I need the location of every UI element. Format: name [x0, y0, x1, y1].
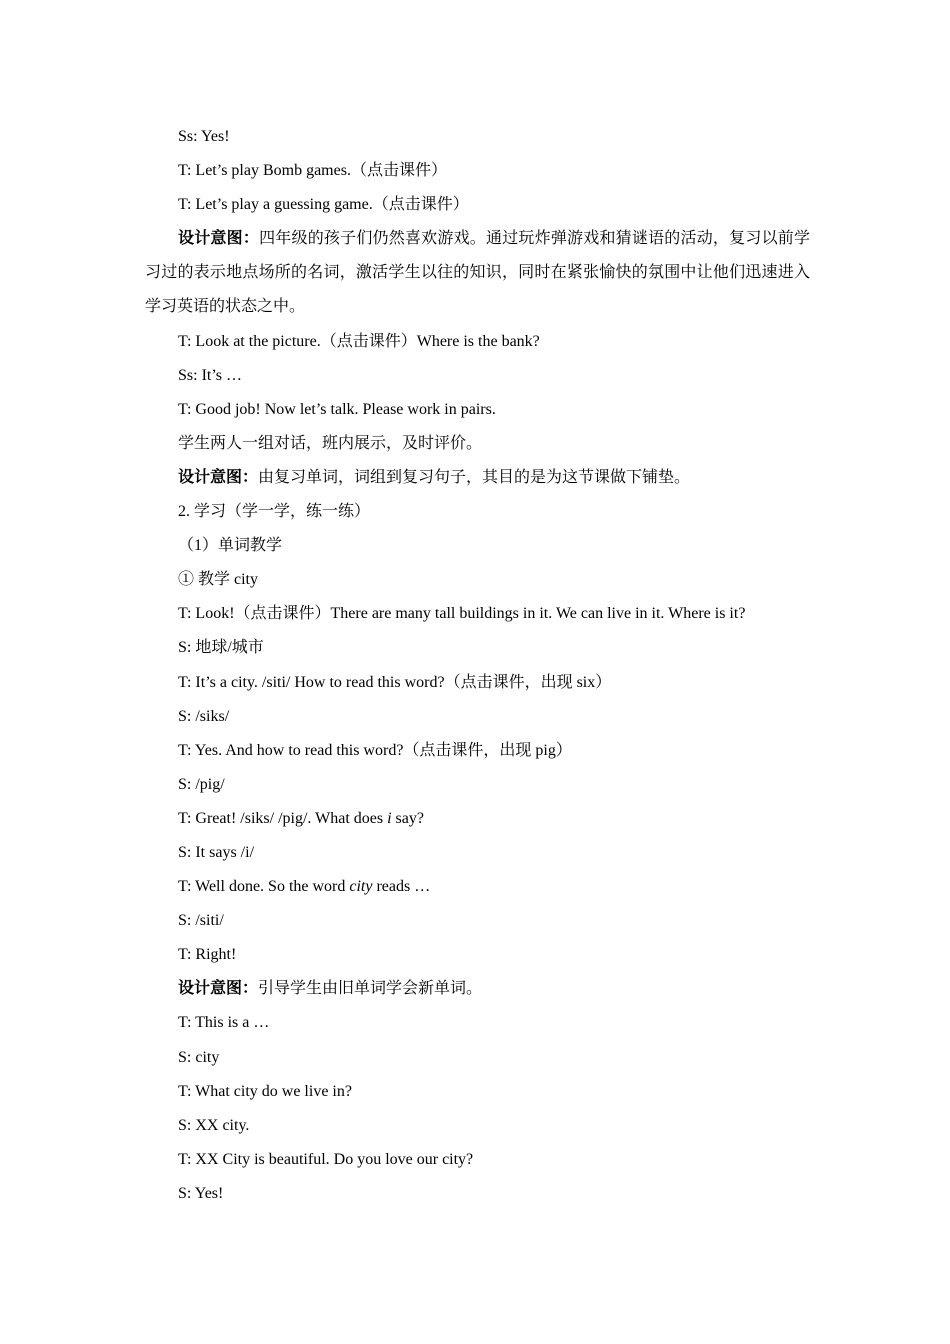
dialogue-text: T: Great! /siks/ /pig/. What does [178, 809, 388, 827]
dialogue-line: S: /siti/ [178, 912, 224, 930]
dialogue-line: S: 地球/城市 [178, 639, 264, 657]
italic-word: i [387, 809, 392, 827]
dialogue-line: S: /siks/ [178, 707, 230, 725]
subsection-heading: （1）单词教学 [178, 537, 283, 555]
dialogue-line [145, 802, 810, 836]
instruction-line: 学生两人一组对话，班内展示，及时评价。 [178, 434, 483, 452]
design-intent-label: 设计意图： [178, 468, 259, 486]
design-intent-label: 设计意图： [178, 230, 260, 248]
dialogue-line: T: Let’s play a guessing game.（点击课件） [178, 196, 469, 214]
dialogue-line: T: What city do we live in? [178, 1082, 352, 1100]
dialogue-line: T: Look!（点击课件）There are many tall buildings in it. We can live in it. Where is it? [178, 605, 746, 623]
dialogue-line: S: /pig/ [178, 775, 225, 793]
dialogue-line: S: city [178, 1048, 220, 1066]
design-intent-text: 四年级的孩子们仍然喜欢游戏。通过玩炸弹游戏和猜谜语的活动，复习以前学习过的表示地点场所的名词，激活学生以往的知识，同时在紧张愉快的氛围中让他们迅速进入学习英语的状态之中。 [145, 230, 810, 316]
design-intent-text: 由复习单词，词组到复习句子，其目的是为这节课做下铺垫。 [258, 468, 691, 486]
design-intent-paragraph [145, 972, 810, 1006]
dialogue-line: S: It says /i/ [178, 843, 255, 861]
design-intent-label: 设计意图： [178, 980, 259, 998]
item-heading: ① 教学 city [178, 571, 258, 589]
section-heading: 2. 学习（学一学，练一练） [178, 503, 371, 521]
dialogue-line: T: Yes. And how to read this word?（点击课件，出现 pig） [178, 741, 572, 759]
document-body [145, 120, 810, 1211]
dialogue-line: T: Right! [178, 946, 237, 964]
italic-word: city [349, 878, 373, 896]
dialogue-text: say? [391, 809, 424, 827]
dialogue-line: Ss: It’s … [178, 366, 243, 384]
design-intent-paragraph [145, 222, 810, 324]
dialogue-text: T: Well done. So the word [178, 878, 350, 896]
dialogue-line: S: XX city. [178, 1116, 250, 1134]
dialogue-line: Ss: Yes! [178, 128, 230, 145]
dialogue-line: T: Good job! Now let’s talk. Please work in pairs. [178, 400, 496, 418]
dialogue-line: T: XX City is beautiful. Do you love our city? [178, 1150, 474, 1168]
dialogue-line: T: Let’s play Bomb games.（点击课件） [178, 162, 447, 180]
design-intent-paragraph [145, 461, 810, 495]
dialogue-line: S: Yes! [178, 1184, 224, 1202]
dialogue-line: T: Look at the picture.（点击课件）Where is the bank? [178, 332, 540, 350]
design-intent-text: 引导学生由旧单词学会新单词。 [258, 980, 483, 998]
dialogue-line: T: This is a … [178, 1014, 270, 1032]
dialogue-line [145, 870, 810, 904]
dialogue-line: T: It’s a city. /siti/ How to read this word?（点击课件，出现 six） [178, 673, 612, 691]
dialogue-text: reads … [372, 878, 431, 896]
